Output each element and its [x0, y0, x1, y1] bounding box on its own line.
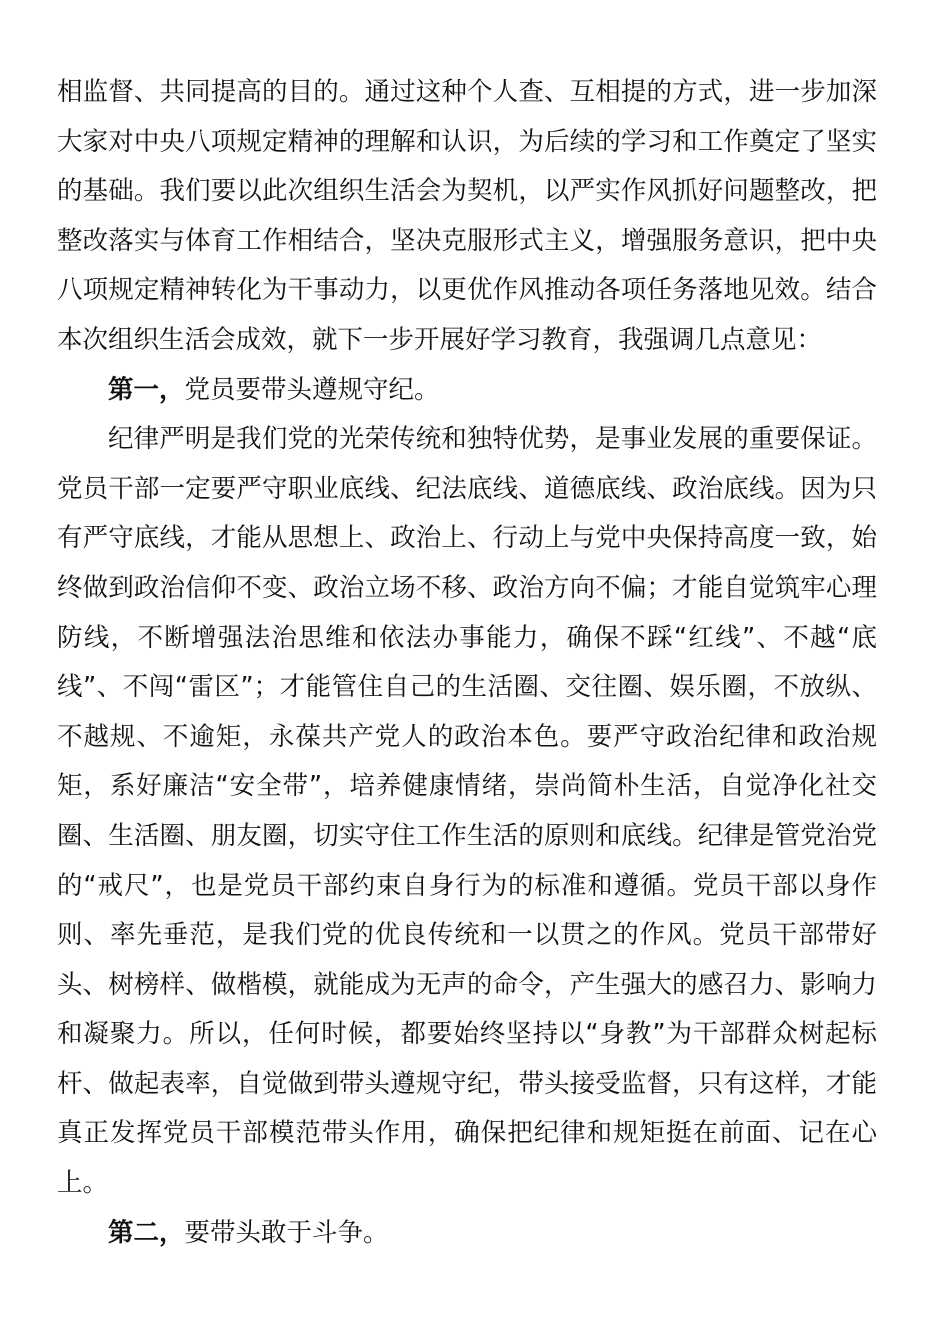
heading-second-lead: 第二， — [108, 1217, 185, 1248]
heading-first-text: 党员要带头遵规守纪。 — [184, 374, 440, 405]
heading-first-lead: 第一， — [108, 374, 185, 405]
document-page — [57, 68, 877, 1258]
paragraph-discipline: 纪律严明是我们党的光荣传统和独特优势，是事业发展的重要保证。党员干部一定要严守职业底线、纪法底线、道德底线、政治底线。因为只有严守底线，才能从思想上、政治上、行动上与党中央保持高度一致，始终做到政治信仰不变、政治立场不移、政治方向不偏；才能自觉筑牢心理防线，不断增强法治思维和依法办事能力，确保不踩“红线”、不越“底线”、不闯“雷区”；才能管住自己的生活圈、交往圈、娱乐圈，不放纵、不越规、不逾矩，永葆共产党人的政治本色。要严守政治纪律和政治规矩，系好廉洁“安全带”，培养健康情绪，崇尚简朴生活，自觉净化社交圈、生活圈、朋友圈，切实守住工作生活的原则和底线。纪律是管党治党的“戒尺”，也是党员干部约束自身行为的标准和遵循。党员干部以身作则、率先垂范，是我们党的优良传统和一以贯之的作风。党员干部带好头、树榜样、做楷模，就能成为无声的命令，产生强大的感召力、影响力和凝聚力。所以，任何时候，都要始终坚持以“身教”为干部群众树起标杆、做起表率，自觉做到带头遵规守纪，带头接受监督，只有这样，才能真正发挥党员干部模范带头作用，确保把纪律和规矩挺在前面、记在心上。 — [57, 424, 877, 1199]
paragraph-heading-first — [57, 366, 877, 416]
paragraph-intro: 相监督、共同提高的目的。通过这种个人查、互相提的方式，进一步加深大家对中央八项规定精神的理解和认识，为后续的学习和工作奠定了坚实的基础。我们要以此次组织生活会为契机，以严实作风抓好问题整改，把整改落实与体育工作相结合，坚决克服形式主义，增强服务意识，把中央八项规定精神转化为干事动力，以更优作风推动各项任务落地见效。结合本次组织生活会成效，就下一步开展好学习教育，我强调几点意见： — [57, 77, 877, 355]
paragraph-heading-second — [57, 1209, 877, 1259]
heading-second-text: 要带头敢于斗争。 — [184, 1217, 389, 1248]
